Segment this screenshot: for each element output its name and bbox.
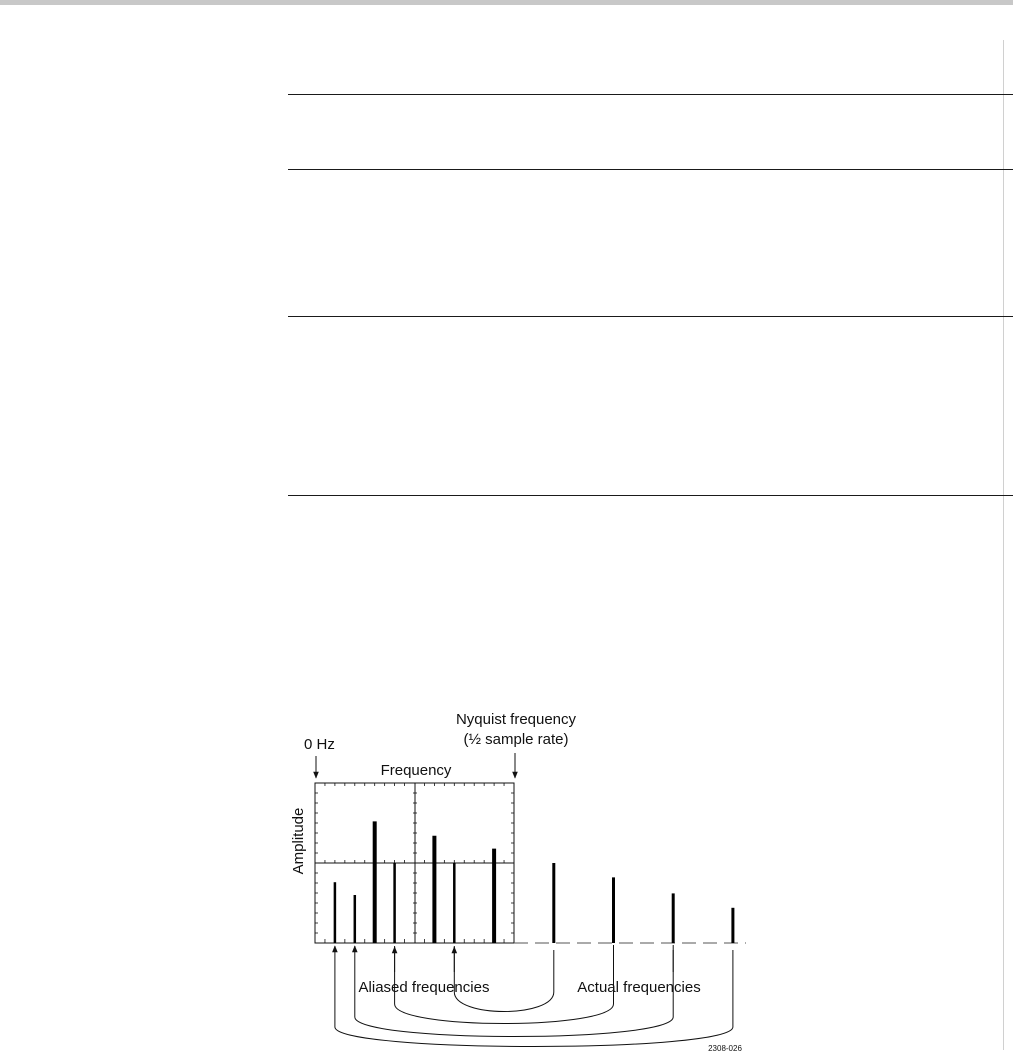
nyquist-label-line2: (½ sample rate) (463, 731, 569, 748)
actual-frequencies-label: Actual frequencies (577, 979, 701, 996)
frequency-label: Frequency (380, 762, 452, 779)
nyquist-label-line1: Nyquist frequency (455, 711, 577, 728)
zero-hz-label: 0 Hz (304, 736, 335, 753)
amplitude-label: Amplitude (290, 807, 307, 875)
figure-id: 2308-026 (708, 1044, 742, 1053)
spectral-lines (335, 821, 733, 943)
aliased-frequencies-label: Aliased frequencies (358, 979, 490, 996)
